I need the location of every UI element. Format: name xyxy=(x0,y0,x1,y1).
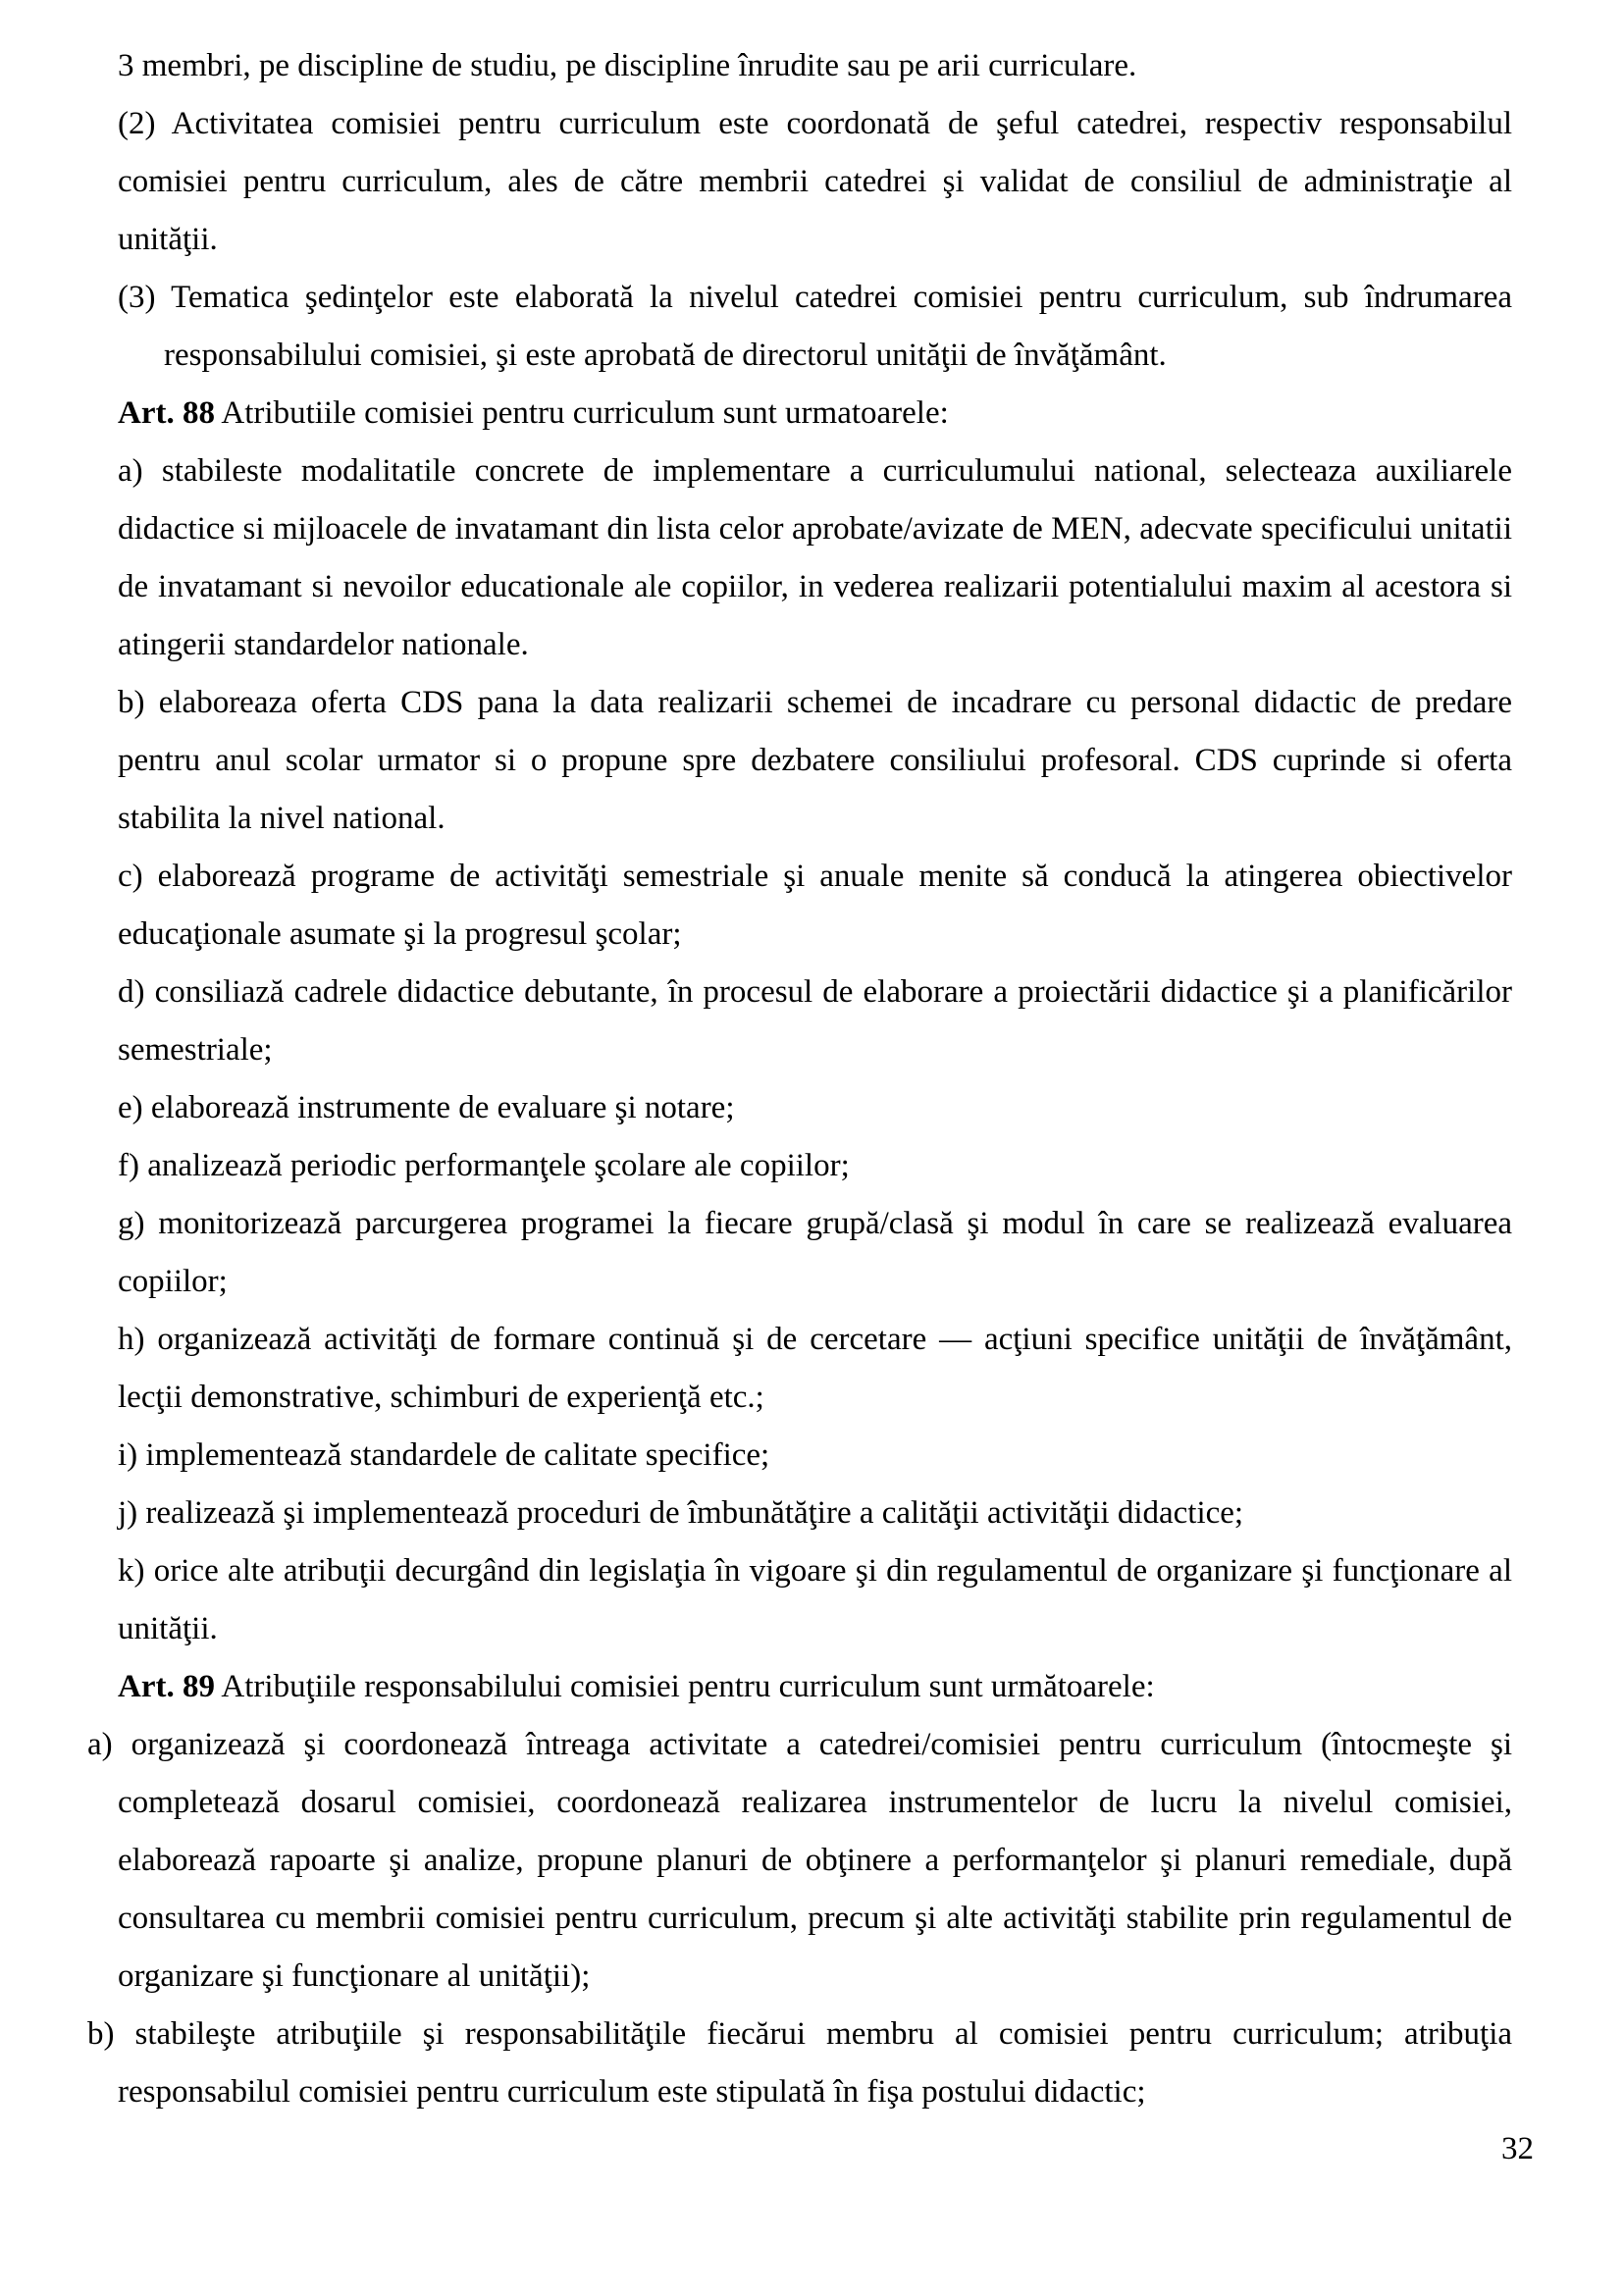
article-number-label: Art. 89 xyxy=(118,1669,215,1704)
paragraph-text: b) elaboreaza oferta CDS pana la data realizarii schemei de incadrare cu personal didactic de predare pentru anul scolar urmator si o propune spre dezbatere consiliului profesoral. CDS cuprinde si oferta stabilita la nivel national. xyxy=(118,685,1512,836)
list-item-marker: a) xyxy=(87,1727,113,1762)
paragraph-text: k) orice alte atribuţii decurgând din legislaţia în vigoare şi din regulamentul de organizare şi funcţionare al unităţii. xyxy=(118,1553,1512,1646)
paragraph xyxy=(118,269,1512,385)
paragraph-text: g) monitorizează parcurgerea programei la fiecare grupă/clasă şi modul în care se realizează evaluarea copiilor; xyxy=(118,1206,1512,1299)
paragraph xyxy=(118,1311,1512,1427)
article-paragraph xyxy=(118,385,1512,443)
paragraph-text: organizează şi coordonează întreaga activitate a catedrei/comisiei pentru curriculum (întocmeşte şi completează dosarul comisiei, coordonează realizarea instrumentelor de lucru la nivelul comisiei, elaborează rapoarte şi analize, propune planuri de obţinere a performanţelor şi planuri remediale, după consultarea cu membrii comisiei pentru curriculum, precum şi alte activităţi stabilite prin regulamentul de organizare şi funcţionare al unităţii); xyxy=(118,1727,1512,1994)
list-item-marker: b) xyxy=(87,2016,115,2052)
list-item xyxy=(87,1716,1512,2006)
paragraph-text: 3 membri, pe discipline de studiu, pe discipline înrudite sau pe arii curriculare. xyxy=(118,48,1137,83)
paragraph xyxy=(118,964,1512,1079)
paragraph xyxy=(118,1137,1512,1195)
paragraph-text: d) consiliază cadrele didactice debutante, în procesul de elaborare a proiectării didactice şi a planificărilor semestriale; xyxy=(118,974,1512,1068)
article-number-label: Art. 88 xyxy=(118,395,215,431)
list-item xyxy=(87,2006,1512,2121)
paragraph-text: f) analizează periodic performanţele şcolare ale copiilor; xyxy=(118,1148,850,1183)
paragraph xyxy=(118,1427,1512,1485)
article-paragraph xyxy=(118,1658,1512,1716)
paragraph xyxy=(118,1542,1512,1658)
paragraph-text: c) elaborează programe de activităţi semestriale şi anuale menite să conducă la atingerea obiectivelor educaţionale asumate şi la progresul şcolar; xyxy=(118,859,1512,952)
paragraph xyxy=(118,37,1512,95)
paragraph xyxy=(118,1079,1512,1137)
paragraph-text: Atributiile comisiei pentru curriculum sunt urmatoarele: xyxy=(221,395,949,431)
paragraph-text: j) realizează şi implementează proceduri de îmbunătăţire a calităţii activităţii didactice; xyxy=(118,1495,1244,1531)
paragraph xyxy=(118,443,1512,674)
page-number: 32 xyxy=(1501,2131,1534,2166)
paragraph-text: e) elaborează instrumente de evaluare şi notare; xyxy=(118,1090,735,1125)
paragraph xyxy=(118,95,1512,269)
paragraph xyxy=(118,1485,1512,1542)
document-body xyxy=(87,37,1513,2121)
paragraph-text: h) organizează activităţi de formare continuă şi de cercetare — acţiuni specifice unităţii de învăţământ, lecţii demonstrative, schimburi de experienţă etc.; xyxy=(118,1322,1512,1415)
paragraph xyxy=(118,674,1512,848)
paragraph-text: a) stabileste modalitatile concrete de implementare a curriculumului national, selecteaza auxiliarele didactice si mijloacele de invatamant din lista celor aprobate/avizate de MEN, adecvate specificului unitatii de invatamant si nevoilor educationale ale copiilor, in vederea realizarii potentialului maxim al acestora si atingerii standardelor nationale. xyxy=(118,453,1512,662)
paragraph-text: stabileşte atribuţiile şi responsabilităţile fiecărui membru al comisiei pentru curriculum; atribuţia responsabilul comisiei pentru curriculum este stipulată în fişa postului didactic; xyxy=(118,2016,1513,2110)
paragraph-text: (3) Tematica şedinţelor este elaborată la nivelul catedrei comisiei pentru curriculum, sub îndrumarea responsabilului comisiei, şi este aprobată de directorul unităţii de învăţământ. xyxy=(118,280,1512,373)
paragraph-text: i) implementează standardele de calitate specifice; xyxy=(118,1437,770,1473)
paragraph xyxy=(118,848,1512,964)
paragraph xyxy=(118,1195,1512,1311)
paragraph-text: (2) Activitatea comisiei pentru curriculum este coordonată de şeful catedrei, respectiv responsabilul comisiei pentru curriculum, ales de către membrii catedrei şi validat de consiliul de administraţie al unităţii. xyxy=(118,106,1512,257)
paragraph-text: Atribuţiile responsabilului comisiei pentru curriculum sunt următoarele: xyxy=(221,1669,1155,1704)
